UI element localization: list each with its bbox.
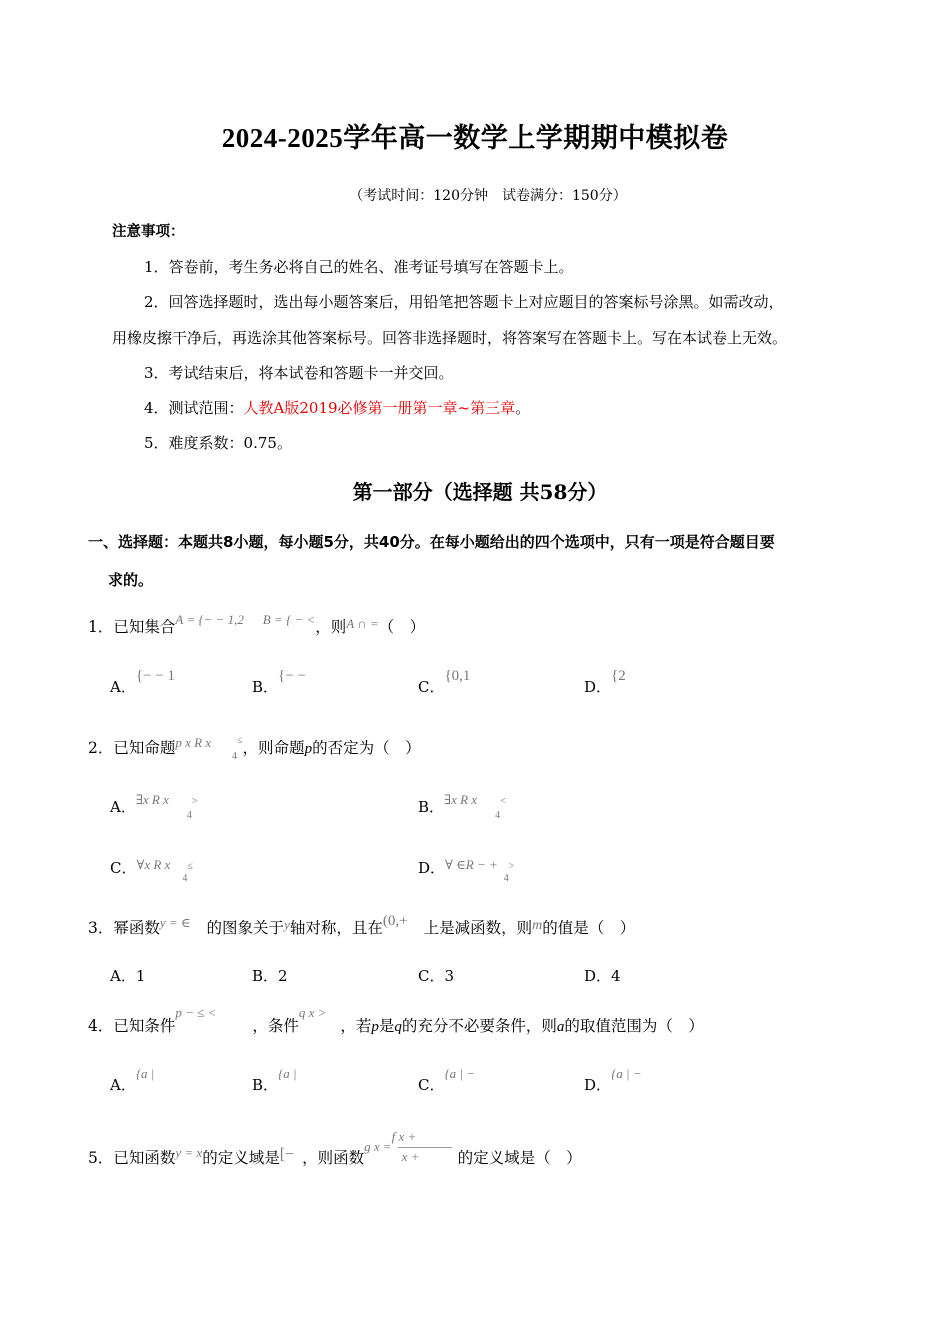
q4-p-var: p [371, 1019, 379, 1035]
notice-item-2-cont: 用橡皮擦干净后，再选涂其他答案标号。回答非选择题时，将答案写在答题卡上。写在本试卷上无效。 [112, 329, 788, 347]
q2-text-c: 的否定为（ ） [312, 739, 421, 757]
q3-text-e: 的值是（ ） [542, 919, 636, 937]
q1-option-b [252, 668, 306, 697]
question-2 [88, 735, 421, 762]
q2-proposition: p x R x [175, 735, 212, 750]
q2-option-c-frac: 4 [182, 873, 188, 884]
q1-option-b-label: B． [252, 678, 279, 696]
q2-option-d-rel: > [508, 861, 515, 872]
q1-option-a-label: A． [110, 678, 136, 696]
q5-text-c: ，则函数 [302, 1149, 365, 1167]
q4-option-b-math: {a | [278, 1066, 297, 1081]
q3-option-b: B．2 [252, 967, 288, 985]
q5-fraction-den: x + [401, 1149, 420, 1164]
q4-text-c: ，若 [340, 1017, 372, 1035]
q4-text-a: 4．已知条件 [88, 1017, 176, 1035]
q3-m-var: m [532, 918, 543, 933]
q2-option-c-math: ∀x R x [136, 857, 171, 872]
q5-text-a: 5．已知函数 [88, 1149, 176, 1167]
q4-option-a-label: A． [110, 1076, 136, 1094]
q3-option-a: A．1 [110, 967, 146, 985]
notice-item-5: 5．难度系数：0.75。 [144, 434, 292, 452]
q4-q-var: q [394, 1019, 402, 1035]
q4-option-b [252, 1066, 297, 1095]
question-5 [88, 1129, 582, 1168]
q1-option-c [418, 668, 471, 697]
q2-option-c-label: C． [110, 859, 137, 877]
q4-option-a [110, 1066, 155, 1095]
q3-text-a: 3．幂函数 [88, 919, 160, 937]
q2-option-b-rel: < [500, 796, 506, 807]
q1-option-d-math: {2 [611, 668, 626, 684]
q4-option-b-label: B． [252, 1076, 279, 1094]
q5-fraction-num: f x + [391, 1129, 417, 1144]
part-title: 第一部分（选择题 共58分） [352, 480, 608, 504]
notice-item-1: 1．答卷前，考生务必将自己的姓名、准考证号填写在答题卡上。 [144, 258, 574, 276]
question-1 [88, 612, 426, 637]
q2-option-d-label: D． [418, 859, 446, 877]
notice-item-2: 2．回答选择题时，选出每小题答案后，用铅笔把答题卡上对应题目的答案标号涂黑。如需改动， [144, 293, 784, 311]
q4-text-f: 的取值范围为（ ） [564, 1017, 704, 1035]
q1-intersection: A ∩ = [346, 616, 379, 631]
q2-option-b-label: B． [418, 798, 445, 816]
notice-item-3: 3．考试结束后，将本试卷和答题卡一并交回。 [144, 364, 454, 382]
q3-option-c: C．3 [418, 967, 455, 985]
q3-text-d: 上是减函数，则 [423, 919, 533, 937]
q2-text-a: 2．已知命题 [88, 739, 176, 757]
q2-option-d-math: ∀ ∈R − + [445, 857, 498, 872]
q2-option-a-rel: > [191, 796, 198, 807]
q1-option-a-math: {− − 1 [135, 668, 175, 684]
q1-set-b: B = { − < [262, 612, 316, 627]
notice-item-4 [144, 397, 530, 418]
q2-p-var: p [304, 741, 313, 757]
exam-subtitle: （考试时间：120分钟 试卷满分：150分） [349, 188, 627, 204]
q2-option-c [110, 857, 193, 884]
q1-option-d-label: D． [584, 678, 612, 696]
q2-option-c-rel: ≤ [187, 861, 193, 872]
q1-text-a: 1．已知集合 [88, 618, 176, 636]
page-title: 2024-2025学年高一数学上学期期中模拟卷 [221, 123, 729, 153]
notice-item-4-suffix: 。 [515, 399, 531, 417]
q5-function-g: g x = [364, 1139, 392, 1154]
q1-text-b: ，则 [315, 618, 347, 636]
q5-function-y: y = x [175, 1145, 203, 1160]
q5-text-d: 的定义域是（ ） [457, 1149, 582, 1167]
q4-option-c-label: C． [418, 1076, 445, 1094]
q2-option-a-label: A． [110, 798, 136, 816]
notice-item-4-prefix: 4．测试范围： [144, 399, 244, 417]
q2-option-a-math: ∃x R x [135, 792, 169, 807]
q4-option-c-math: {a | − [444, 1066, 476, 1081]
q3-power-function: y = ∈ [159, 915, 191, 930]
q2-option-b-frac: 4 [495, 810, 501, 821]
q4-option-d-math: {a | − [611, 1066, 642, 1081]
q5-text-b: 的定义域是 [202, 1149, 280, 1167]
q4-option-a-math: {a | [135, 1066, 155, 1081]
q3-text-c: 轴对称，且在 [289, 919, 383, 937]
q1-option-b-math: {− − [278, 668, 306, 684]
q4-option-c [418, 1066, 476, 1095]
q4-option-d [584, 1066, 642, 1095]
q2-fraction-den: 4 [232, 751, 238, 762]
q3-text-b: 的图象关于 [206, 919, 285, 937]
q2-option-a-frac: 4 [186, 810, 192, 821]
question-4 [88, 1005, 704, 1036]
q5-fraction [391, 1129, 452, 1164]
section-heading: 一、选择题：本题共8小题，每小题5分，共40分。在每小题给出的四个选项中，只有一项是符合题目要 [88, 533, 775, 551]
question-3 [88, 913, 636, 938]
q5-interval: [− [279, 1146, 295, 1163]
q1-option-a [110, 668, 175, 697]
q4-a-var: a [556, 1019, 565, 1035]
q5-fraction-bar [398, 1147, 452, 1148]
q4-text-d: 是 [378, 1017, 395, 1035]
q4-option-d-label: D． [584, 1076, 612, 1094]
q2-option-b-math: ∃x R x [444, 792, 478, 807]
section-heading-cont: 求的。 [108, 571, 154, 589]
q1-option-c-math: {0,1 [444, 668, 471, 684]
q1-paren: （ ） [378, 618, 426, 636]
q1-option-d [584, 668, 626, 697]
q4-text-e: 的充分不必要条件，则 [401, 1017, 557, 1035]
q1-set-a: A = {− − 1,2 [175, 612, 244, 627]
q4-condition-p: p − ≤ < [175, 1005, 217, 1020]
q2-option-b [418, 792, 506, 821]
q1-option-c-label: C． [418, 678, 445, 696]
q3-interval: (0,+ [382, 913, 408, 929]
q2-option-a [110, 792, 198, 821]
q4-text-b: ，条件 [252, 1017, 299, 1035]
test-scope: 人教A版2019必修第一册第一章~第三章 [243, 399, 516, 417]
q2-le: ≤ [237, 735, 243, 746]
q3-option-d: D．4 [584, 967, 621, 985]
q4-condition-q: q x > [298, 1005, 327, 1020]
q3-y-axis: y [284, 917, 290, 932]
q2-option-d [418, 857, 515, 884]
q2-option-d-frac: 4 [503, 873, 509, 884]
q2-text-b: ，则命题 [242, 739, 305, 757]
notice-heading: 注意事项： [112, 224, 185, 240]
